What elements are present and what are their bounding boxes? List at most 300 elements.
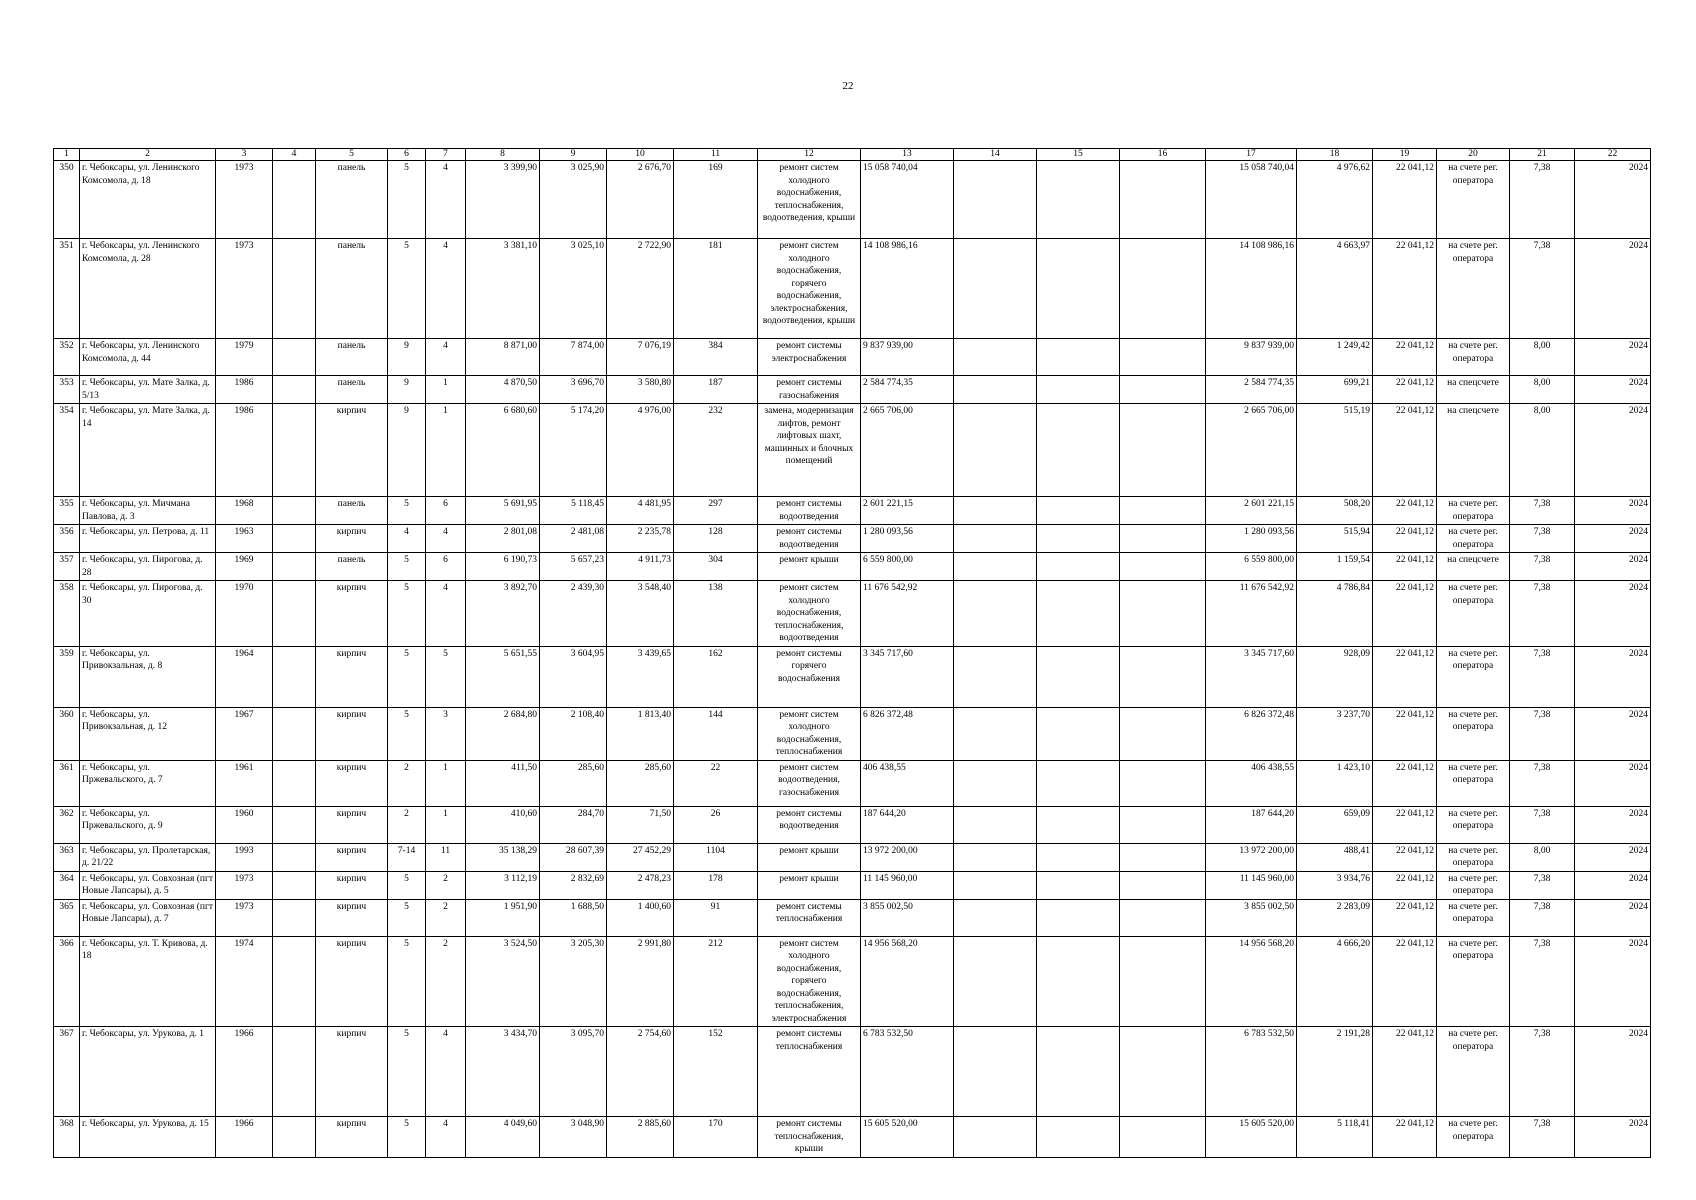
column-header-7: 7 <box>426 149 466 161</box>
cell-wall-material: панель <box>316 161 388 239</box>
cell-owner-funds: 11 676 542,92 <box>1206 581 1297 647</box>
cell-total-cost: 14 108 986,16 <box>861 239 954 339</box>
cell-living-area: 3 048,90 <box>540 1117 607 1158</box>
cell-floors: 2 <box>388 760 426 806</box>
cell-living-area: 28 607,39 <box>540 843 607 871</box>
cell-living-area: 2 439,30 <box>540 581 607 647</box>
cell-col-14 <box>954 376 1037 404</box>
cell-owned-area: 2 722,90 <box>607 239 674 339</box>
cell-floors: 7-14 <box>388 843 426 871</box>
cell-build-year: 1961 <box>216 760 273 806</box>
cell-col-14 <box>954 553 1037 581</box>
cell-wall-material: панель <box>316 339 388 376</box>
cell-living-area: 5 657,23 <box>540 553 607 581</box>
cell-col-21: 8,00 <box>1510 404 1575 497</box>
cell-col-16 <box>1120 404 1206 497</box>
cell-owner-funds: 11 145 960,00 <box>1206 871 1297 899</box>
cell-unit-cost: 1 423,10 <box>1297 760 1373 806</box>
cell-col-16 <box>1120 553 1206 581</box>
cell-build-year: 1968 <box>216 497 273 525</box>
cell-floors: 5 <box>388 1027 426 1117</box>
cell-fund-account: на счете рег. оператора <box>1437 707 1510 760</box>
cell-living-area: 284,70 <box>540 806 607 843</box>
cell-total-area: 6 680,60 <box>466 404 540 497</box>
cell-wall-material: кирпич <box>316 707 388 760</box>
cell-address: г. Чебоксары, ул. Ленинского Комсомола, д. 18 <box>80 161 216 239</box>
cell-total-cost: 6 783 532,50 <box>861 1027 954 1117</box>
cell-owned-area: 2 235,78 <box>607 525 674 553</box>
cell-col-16 <box>1120 497 1206 525</box>
cell-build-year: 1979 <box>216 339 273 376</box>
cell-address: г. Чебоксары, ул. Петрова, д. 11 <box>80 525 216 553</box>
cell-col-21: 7,38 <box>1510 1117 1575 1158</box>
cell-total-area: 4 870,50 <box>466 376 540 404</box>
cell-work-type: замена, модернизация лифтов, ремонт лифтовых шахт, машинных и блочных помещений <box>758 404 861 497</box>
table-row <box>54 161 1651 239</box>
cell-floors: 5 <box>388 899 426 936</box>
cell-total-cost: 9 837 939,00 <box>861 339 954 376</box>
cell-unit-cost: 4 663,97 <box>1297 239 1373 339</box>
cell-address: г. Чебоксары, ул. Привокзальная, д. 8 <box>80 646 216 707</box>
column-header-1: 1 <box>54 149 80 161</box>
cell-max-unit-cost: 22 041,12 <box>1373 707 1437 760</box>
cell-col-21: 8,00 <box>1510 376 1575 404</box>
cell-col-21: 8,00 <box>1510 339 1575 376</box>
cell-col-4 <box>273 899 316 936</box>
cell-row-number: 364 <box>54 871 80 899</box>
cell-living-area: 3 095,70 <box>540 1027 607 1117</box>
cell-total-area: 8 871,00 <box>466 339 540 376</box>
cell-completion-year: 2024 <box>1575 553 1651 581</box>
cell-col-14 <box>954 239 1037 339</box>
cell-residents: 162 <box>674 646 758 707</box>
cell-build-year: 1966 <box>216 1027 273 1117</box>
cell-col-4 <box>273 760 316 806</box>
cell-unit-cost: 699,21 <box>1297 376 1373 404</box>
cell-row-number: 350 <box>54 161 80 239</box>
column-header-8: 8 <box>466 149 540 161</box>
page-number: 22 <box>842 80 854 92</box>
cell-col-14 <box>954 871 1037 899</box>
cell-row-number: 360 <box>54 707 80 760</box>
cell-floors: 5 <box>388 707 426 760</box>
cell-residents: 178 <box>674 871 758 899</box>
cell-floors: 5 <box>388 1117 426 1158</box>
cell-col-4 <box>273 161 316 239</box>
cell-owner-funds: 2 665 706,00 <box>1206 404 1297 497</box>
cell-col-14 <box>954 1117 1037 1158</box>
cell-col-15 <box>1037 760 1120 806</box>
cell-total-cost: 187 644,20 <box>861 806 954 843</box>
cell-col-21: 7,38 <box>1510 899 1575 936</box>
cell-unit-cost: 659,09 <box>1297 806 1373 843</box>
cell-col-16 <box>1120 936 1206 1027</box>
cell-entrances: 4 <box>426 239 466 339</box>
cell-build-year: 1993 <box>216 843 273 871</box>
cell-col-4 <box>273 1117 316 1158</box>
table-row <box>54 581 1651 647</box>
cell-build-year: 1963 <box>216 525 273 553</box>
cell-col-4 <box>273 646 316 707</box>
cell-max-unit-cost: 22 041,12 <box>1373 376 1437 404</box>
cell-col-4 <box>273 404 316 497</box>
cell-entrances: 4 <box>426 1027 466 1117</box>
table-row <box>54 843 1651 871</box>
cell-row-number: 361 <box>54 760 80 806</box>
cell-total-area: 6 190,73 <box>466 553 540 581</box>
cell-row-number: 353 <box>54 376 80 404</box>
cell-entrances: 4 <box>426 581 466 647</box>
cell-completion-year: 2024 <box>1575 806 1651 843</box>
cell-col-14 <box>954 404 1037 497</box>
cell-total-area: 2 684,80 <box>466 707 540 760</box>
column-header-15: 15 <box>1037 149 1120 161</box>
cell-col-14 <box>954 581 1037 647</box>
cell-col-14 <box>954 936 1037 1027</box>
cell-living-area: 5 118,45 <box>540 497 607 525</box>
cell-address: г. Чебоксары, ул. Урукова, д. 15 <box>80 1117 216 1158</box>
cell-living-area: 2 481,08 <box>540 525 607 553</box>
cell-col-15 <box>1037 1117 1120 1158</box>
cell-living-area: 2 832,69 <box>540 871 607 899</box>
cell-entrances: 6 <box>426 553 466 581</box>
cell-owned-area: 3 439,65 <box>607 646 674 707</box>
cell-fund-account: на счете рег. оператора <box>1437 806 1510 843</box>
repair-program-table-container <box>53 148 1650 1158</box>
cell-build-year: 1964 <box>216 646 273 707</box>
cell-owned-area: 1 400,60 <box>607 899 674 936</box>
cell-work-type: ремонт систем холодного водоснабжения, теплоснабжения, водоотведения <box>758 581 861 647</box>
cell-residents: 187 <box>674 376 758 404</box>
cell-col-4 <box>273 871 316 899</box>
column-header-11: 11 <box>674 149 758 161</box>
cell-completion-year: 2024 <box>1575 871 1651 899</box>
cell-total-area: 4 049,60 <box>466 1117 540 1158</box>
cell-residents: 304 <box>674 553 758 581</box>
cell-work-type: ремонт системы водоотведения <box>758 525 861 553</box>
cell-work-type: ремонт системы теплоснабжения <box>758 1027 861 1117</box>
cell-unit-cost: 515,94 <box>1297 525 1373 553</box>
column-header-3: 3 <box>216 149 273 161</box>
cell-work-type: ремонт крыши <box>758 871 861 899</box>
cell-owned-area: 3 580,80 <box>607 376 674 404</box>
cell-work-type: ремонт системы теплоснабжения, крыши <box>758 1117 861 1158</box>
cell-completion-year: 2024 <box>1575 339 1651 376</box>
cell-residents: 297 <box>674 497 758 525</box>
cell-residents: 128 <box>674 525 758 553</box>
cell-living-area: 7 874,00 <box>540 339 607 376</box>
cell-owner-funds: 2 601 221,15 <box>1206 497 1297 525</box>
cell-col-15 <box>1037 899 1120 936</box>
cell-wall-material: кирпич <box>316 404 388 497</box>
cell-col-14 <box>954 899 1037 936</box>
cell-col-21: 8,00 <box>1510 843 1575 871</box>
cell-owned-area: 2 478,23 <box>607 871 674 899</box>
cell-address: г. Чебоксары, ул. Привокзальная, д. 12 <box>80 707 216 760</box>
cell-residents: 91 <box>674 899 758 936</box>
cell-owner-funds: 2 584 774,35 <box>1206 376 1297 404</box>
cell-address: г. Чебоксары, ул. Совхозная (пгт Новые Лапсары), д. 7 <box>80 899 216 936</box>
cell-build-year: 1973 <box>216 239 273 339</box>
cell-wall-material: кирпич <box>316 1117 388 1158</box>
cell-entrances: 4 <box>426 525 466 553</box>
cell-floors: 5 <box>388 936 426 1027</box>
cell-max-unit-cost: 22 041,12 <box>1373 1027 1437 1117</box>
table-row <box>54 1027 1651 1117</box>
cell-completion-year: 2024 <box>1575 936 1651 1027</box>
cell-build-year: 1986 <box>216 376 273 404</box>
cell-col-4 <box>273 553 316 581</box>
cell-address: г. Чебоксары, ул. Ленинского Комсомола, д. 28 <box>80 239 216 339</box>
cell-max-unit-cost: 22 041,12 <box>1373 497 1437 525</box>
cell-completion-year: 2024 <box>1575 899 1651 936</box>
cell-max-unit-cost: 22 041,12 <box>1373 581 1437 647</box>
cell-total-area: 35 138,29 <box>466 843 540 871</box>
cell-max-unit-cost: 22 041,12 <box>1373 843 1437 871</box>
cell-wall-material: панель <box>316 553 388 581</box>
cell-build-year: 1973 <box>216 161 273 239</box>
cell-col-14 <box>954 1027 1037 1117</box>
cell-fund-account: на счете рег. оператора <box>1437 760 1510 806</box>
cell-col-21: 7,38 <box>1510 760 1575 806</box>
cell-address: г. Чебоксары, ул. Мичмана Павлова, д. 3 <box>80 497 216 525</box>
cell-col-4 <box>273 239 316 339</box>
cell-row-number: 362 <box>54 806 80 843</box>
cell-fund-account: на счете рег. оператора <box>1437 936 1510 1027</box>
cell-work-type: ремонт систем холодного водоснабжения, теплоснабжения <box>758 707 861 760</box>
cell-floors: 2 <box>388 806 426 843</box>
cell-col-21: 7,38 <box>1510 239 1575 339</box>
cell-max-unit-cost: 22 041,12 <box>1373 806 1437 843</box>
cell-completion-year: 2024 <box>1575 239 1651 339</box>
cell-col-14 <box>954 843 1037 871</box>
cell-max-unit-cost: 22 041,12 <box>1373 936 1437 1027</box>
table-row <box>54 899 1651 936</box>
cell-max-unit-cost: 22 041,12 <box>1373 404 1437 497</box>
cell-col-4 <box>273 707 316 760</box>
cell-completion-year: 2024 <box>1575 581 1651 647</box>
column-header-17: 17 <box>1206 149 1297 161</box>
cell-total-area: 5 651,55 <box>466 646 540 707</box>
cell-owner-funds: 3 855 002,50 <box>1206 899 1297 936</box>
cell-build-year: 1986 <box>216 404 273 497</box>
cell-row-number: 351 <box>54 239 80 339</box>
cell-owner-funds: 6 826 372,48 <box>1206 707 1297 760</box>
cell-total-area: 3 112,19 <box>466 871 540 899</box>
cell-row-number: 359 <box>54 646 80 707</box>
cell-row-number: 365 <box>54 899 80 936</box>
cell-total-area: 410,60 <box>466 806 540 843</box>
table-row <box>54 525 1651 553</box>
cell-owned-area: 71,50 <box>607 806 674 843</box>
cell-total-area: 2 801,08 <box>466 525 540 553</box>
cell-col-16 <box>1120 806 1206 843</box>
cell-work-type: ремонт системы водоотведения <box>758 497 861 525</box>
cell-owned-area: 7 076,19 <box>607 339 674 376</box>
cell-col-15 <box>1037 1027 1120 1117</box>
cell-fund-account: на спецсчете <box>1437 376 1510 404</box>
cell-wall-material: кирпич <box>316 525 388 553</box>
cell-address: г. Чебоксары, ул. Т. Кривова, д. 18 <box>80 936 216 1027</box>
cell-col-4 <box>273 376 316 404</box>
cell-living-area: 3 025,10 <box>540 239 607 339</box>
cell-residents: 152 <box>674 1027 758 1117</box>
cell-living-area: 3 604,95 <box>540 646 607 707</box>
cell-fund-account: на счете рег. оператора <box>1437 646 1510 707</box>
cell-address: г. Чебоксары, ул. Мате Залка, д. 14 <box>80 404 216 497</box>
table-row <box>54 936 1651 1027</box>
cell-col-21: 7,38 <box>1510 161 1575 239</box>
cell-residents: 232 <box>674 404 758 497</box>
cell-col-21: 7,38 <box>1510 646 1575 707</box>
cell-total-cost: 1 280 093,56 <box>861 525 954 553</box>
cell-owned-area: 2 676,70 <box>607 161 674 239</box>
column-header-21: 21 <box>1510 149 1575 161</box>
cell-unit-cost: 2 283,09 <box>1297 899 1373 936</box>
cell-build-year: 1966 <box>216 1117 273 1158</box>
cell-wall-material: кирпич <box>316 646 388 707</box>
cell-address: г. Чебоксары, ул. Мате Залка, д. 5/13 <box>80 376 216 404</box>
cell-address: г. Чебоксары, ул. Ленинского Комсомола, д. 44 <box>80 339 216 376</box>
cell-col-21: 7,38 <box>1510 871 1575 899</box>
cell-living-area: 3 205,30 <box>540 936 607 1027</box>
cell-col-15 <box>1037 339 1120 376</box>
cell-col-4 <box>273 936 316 1027</box>
cell-floors: 5 <box>388 581 426 647</box>
cell-max-unit-cost: 22 041,12 <box>1373 239 1437 339</box>
cell-col-15 <box>1037 376 1120 404</box>
cell-address: г. Чебоксары, ул. Совхозная (пгт Новые Лапсары), д. 5 <box>80 871 216 899</box>
column-header-2: 2 <box>80 149 216 161</box>
cell-total-cost: 406 438,55 <box>861 760 954 806</box>
cell-col-16 <box>1120 843 1206 871</box>
cell-wall-material: панель <box>316 376 388 404</box>
column-header-4: 4 <box>273 149 316 161</box>
cell-entrances: 4 <box>426 161 466 239</box>
cell-wall-material: кирпич <box>316 936 388 1027</box>
column-header-6: 6 <box>388 149 426 161</box>
table-header <box>54 149 1651 161</box>
cell-work-type: ремонт системы теплоснабжения <box>758 899 861 936</box>
cell-total-area: 3 892,70 <box>466 581 540 647</box>
cell-residents: 26 <box>674 806 758 843</box>
table-row <box>54 871 1651 899</box>
cell-owner-funds: 14 108 986,16 <box>1206 239 1297 339</box>
cell-max-unit-cost: 22 041,12 <box>1373 646 1437 707</box>
cell-owned-area: 285,60 <box>607 760 674 806</box>
cell-owned-area: 4 911,73 <box>607 553 674 581</box>
cell-floors: 5 <box>388 497 426 525</box>
cell-col-4 <box>273 843 316 871</box>
cell-completion-year: 2024 <box>1575 843 1651 871</box>
cell-col-4 <box>273 525 316 553</box>
cell-floors: 5 <box>388 553 426 581</box>
cell-living-area: 285,60 <box>540 760 607 806</box>
cell-entrances: 4 <box>426 1117 466 1158</box>
cell-unit-cost: 3 934,76 <box>1297 871 1373 899</box>
cell-wall-material: кирпич <box>316 1027 388 1117</box>
cell-address: г. Чебоксары, ул. Пржевальского, д. 7 <box>80 760 216 806</box>
cell-unit-cost: 4 786,84 <box>1297 581 1373 647</box>
cell-unit-cost: 1 249,42 <box>1297 339 1373 376</box>
cell-row-number: 354 <box>54 404 80 497</box>
cell-work-type: ремонт системы горячего водоснабжения <box>758 646 861 707</box>
cell-max-unit-cost: 22 041,12 <box>1373 1117 1437 1158</box>
cell-fund-account: на счете рег. оператора <box>1437 1117 1510 1158</box>
cell-col-15 <box>1037 646 1120 707</box>
cell-build-year: 1967 <box>216 707 273 760</box>
repair-program-table <box>53 148 1651 1158</box>
cell-col-21: 7,38 <box>1510 806 1575 843</box>
cell-fund-account: на спецсчете <box>1437 404 1510 497</box>
cell-work-type: ремонт систем водоотведения, газоснабжения <box>758 760 861 806</box>
table-row <box>54 806 1651 843</box>
cell-residents: 212 <box>674 936 758 1027</box>
header-row <box>54 149 1651 161</box>
cell-owned-area: 2 754,60 <box>607 1027 674 1117</box>
cell-total-area: 3 381,10 <box>466 239 540 339</box>
cell-owner-funds: 9 837 939,00 <box>1206 339 1297 376</box>
cell-total-cost: 14 956 568,20 <box>861 936 954 1027</box>
cell-row-number: 366 <box>54 936 80 1027</box>
cell-col-15 <box>1037 161 1120 239</box>
cell-row-number: 356 <box>54 525 80 553</box>
table-row <box>54 404 1651 497</box>
cell-floors: 5 <box>388 161 426 239</box>
cell-completion-year: 2024 <box>1575 161 1651 239</box>
cell-col-14 <box>954 646 1037 707</box>
cell-unit-cost: 4 666,20 <box>1297 936 1373 1027</box>
cell-col-16 <box>1120 646 1206 707</box>
cell-entrances: 4 <box>426 339 466 376</box>
cell-col-15 <box>1037 525 1120 553</box>
cell-completion-year: 2024 <box>1575 1027 1651 1117</box>
cell-living-area: 3 025,90 <box>540 161 607 239</box>
cell-entrances: 3 <box>426 707 466 760</box>
cell-fund-account: на счете рег. оператора <box>1437 1027 1510 1117</box>
cell-row-number: 358 <box>54 581 80 647</box>
cell-completion-year: 2024 <box>1575 646 1651 707</box>
table-row <box>54 239 1651 339</box>
column-header-9: 9 <box>540 149 607 161</box>
cell-owner-funds: 6 559 800,00 <box>1206 553 1297 581</box>
cell-col-21: 7,38 <box>1510 707 1575 760</box>
cell-completion-year: 2024 <box>1575 1117 1651 1158</box>
cell-wall-material: панель <box>316 239 388 339</box>
cell-completion-year: 2024 <box>1575 376 1651 404</box>
cell-col-4 <box>273 581 316 647</box>
cell-col-21: 7,38 <box>1510 936 1575 1027</box>
cell-wall-material: панель <box>316 497 388 525</box>
cell-total-cost: 11 676 542,92 <box>861 581 954 647</box>
table-row <box>54 376 1651 404</box>
cell-residents: 144 <box>674 707 758 760</box>
cell-row-number: 352 <box>54 339 80 376</box>
cell-row-number: 363 <box>54 843 80 871</box>
cell-entrances: 1 <box>426 376 466 404</box>
cell-floors: 9 <box>388 376 426 404</box>
cell-col-4 <box>273 1027 316 1117</box>
cell-address: г. Чебоксары, ул. Пролетарская, д. 21/22 <box>80 843 216 871</box>
cell-unit-cost: 488,41 <box>1297 843 1373 871</box>
cell-floors: 5 <box>388 646 426 707</box>
cell-address: г. Чебоксары, ул. Пржевальского, д. 9 <box>80 806 216 843</box>
cell-fund-account: на счете рег. оператора <box>1437 497 1510 525</box>
cell-owner-funds: 15 605 520,00 <box>1206 1117 1297 1158</box>
cell-fund-account: на счете рег. оператора <box>1437 899 1510 936</box>
cell-col-15 <box>1037 404 1120 497</box>
column-header-18: 18 <box>1297 149 1373 161</box>
